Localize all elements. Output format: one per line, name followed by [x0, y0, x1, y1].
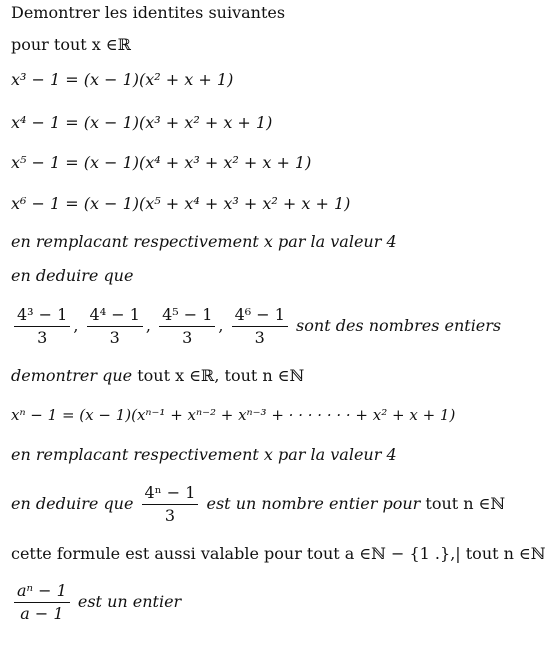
fraction-4-3: $\frac{\text{4³ − 1}}{3}$: [14, 306, 70, 347]
deduce-instruction-1: en deduire que: [11, 266, 134, 285]
final-suffix: est un entier: [77, 592, 182, 611]
demontrer-prefix: demontrer que: [11, 366, 133, 385]
fractions-suffix: sont des nombres entiers: [296, 316, 502, 335]
valid-line: cette formule est aussi valable pour tout a ∈ℕ − {1 .},| tout n ∈ℕ: [11, 544, 546, 563]
title-text: Demontrer les identites suivantes: [11, 3, 286, 22]
final-line: [11, 582, 181, 623]
identity-x4: x⁴ − 1 = (x − 1)(x³ + x² + x + 1): [11, 113, 273, 132]
demontrer-line: [11, 366, 304, 386]
domain-text: pour tout x ∈ℝ: [11, 35, 132, 54]
fractions-line: $\frac{\text{4³ − 1}}{3}$ , $\frac{\text{4⁴ − 1}}{3}$ , $\frac{\text{4⁵ − 1}}{3}$ , $\frac{\text{4⁶ − 1}}{3}$ sont des nombres entiers: [11, 306, 501, 347]
fraction-an: $\frac{\text{aⁿ − 1}}{a - 1}$: [14, 582, 70, 623]
identity-x3: x³ − 1 = (x − 1)(x² + x + 1): [11, 70, 234, 89]
deduce-line-2: [11, 484, 505, 525]
fraction-4n: $\frac{\text{4ⁿ − 1}}{3}$: [142, 484, 199, 525]
fraction-4-6: $\frac{\text{4⁶ − 1}}{3}$: [232, 306, 288, 347]
general-identity: xⁿ − 1 = (x − 1)(xⁿ⁻¹ + xⁿ⁻² + xⁿ⁻³ + · · · · · · · + x² + x + 1): [11, 406, 456, 424]
fraction-4-5: $\frac{\text{4⁵ − 1}}{3}$: [159, 306, 215, 347]
deduce-prefix: en deduire que: [11, 494, 134, 513]
replace-instruction-1: en remplacant respectivement x par la valeur 4: [11, 232, 397, 251]
demontrer-condition: tout x ∈ℝ, tout n ∈ℕ: [137, 366, 305, 385]
deduce-suffix: est un nombre entier pour: [206, 494, 421, 513]
identity-x6: x⁶ − 1 = (x − 1)(x⁵ + x⁴ + x³ + x² + x + 1): [11, 194, 351, 213]
deduce-condition: tout n ∈ℕ: [425, 494, 506, 513]
replace-instruction-2: en remplacant respectivement x par la valeur 4: [11, 445, 397, 464]
identity-x5: x⁵ − 1 = (x − 1)(x⁴ + x³ + x² + x + 1): [11, 153, 312, 172]
fraction-4-4: $\frac{\text{4⁴ − 1}}{3}$: [87, 306, 143, 347]
